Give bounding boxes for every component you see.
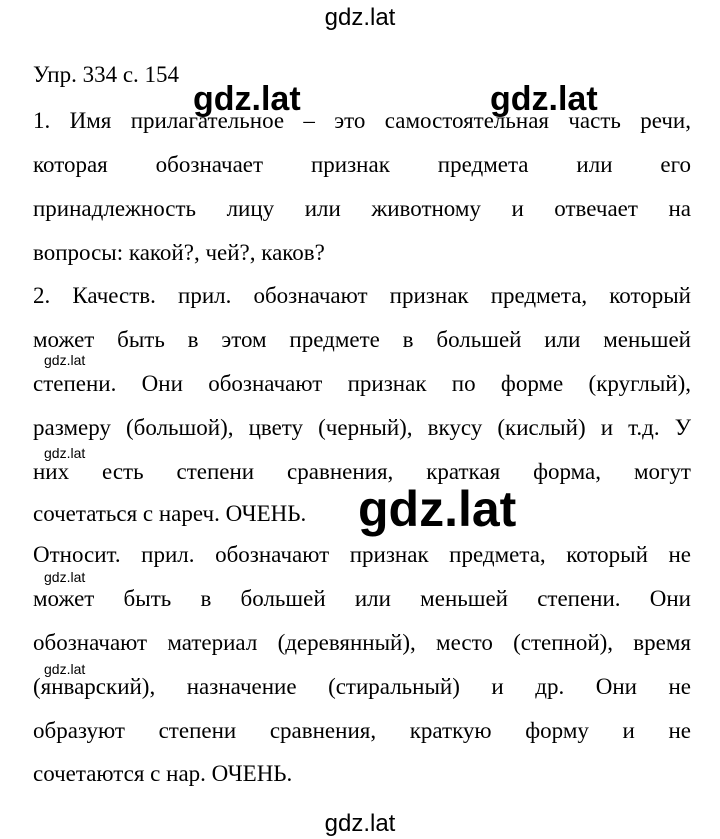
text-line-10: сочетаться с нареч. ОЧЕНЬ. [33, 501, 307, 526]
watermark-bottom: gdz.lat [324, 810, 396, 837]
text-line-7: степени. Они обозначают признак по форме (круглый), [33, 371, 691, 396]
text-line-8: размеру (большой), цвету (черный), вкусу (кислый) и т.д. У [33, 415, 691, 440]
watermark-top: gdz.lat [324, 4, 396, 31]
watermark-bold-right: gdz.lat [490, 80, 598, 118]
watermark-small-3: gdz.lat [44, 569, 86, 585]
text-line-1: 1. Имя прилагательное – это самостоятельная часть речи, [33, 108, 691, 133]
text-line-12: может быть в большей или меньшей степени. Они [33, 586, 691, 611]
watermark-huge: gdz.lat [358, 481, 517, 537]
text-line-13: обозначают материал (деревянный), место (степной), время [33, 630, 691, 655]
text-line-4: вопросы: какой?, чей?, каков? [33, 240, 325, 265]
text-line-14: (январский), назначение (стиральный) и др. Они не [33, 674, 691, 699]
text-line-3: принадлежность лицу или животному и отвечает на [33, 196, 691, 221]
watermark-bold-left: gdz.lat [193, 80, 301, 118]
text-line-6: может быть в этом предмете в большей или меньшей [33, 327, 691, 352]
watermark-small-4: gdz.lat [44, 661, 86, 677]
watermark-small-1: gdz.lat [44, 352, 86, 368]
watermark-small-2: gdz.lat [44, 445, 86, 461]
text-line-9: них есть степени сравнения, краткая форма, могут [33, 459, 691, 484]
text-line-2: которая обозначает признак предмета или его [33, 152, 691, 177]
text-line-11: Относит. прил. обозначают признак предмета, который не [33, 542, 691, 567]
text-line-15: образуют степени сравнения, краткую форму и не [33, 718, 691, 743]
exercise-heading: Упр. 334 с. 154 [33, 62, 180, 87]
text-line-16: сочетаются с нар. ОЧЕНЬ. [33, 761, 293, 786]
text-line-5: 2. Качеств. прил. обозначают признак предмета, который [33, 283, 691, 308]
